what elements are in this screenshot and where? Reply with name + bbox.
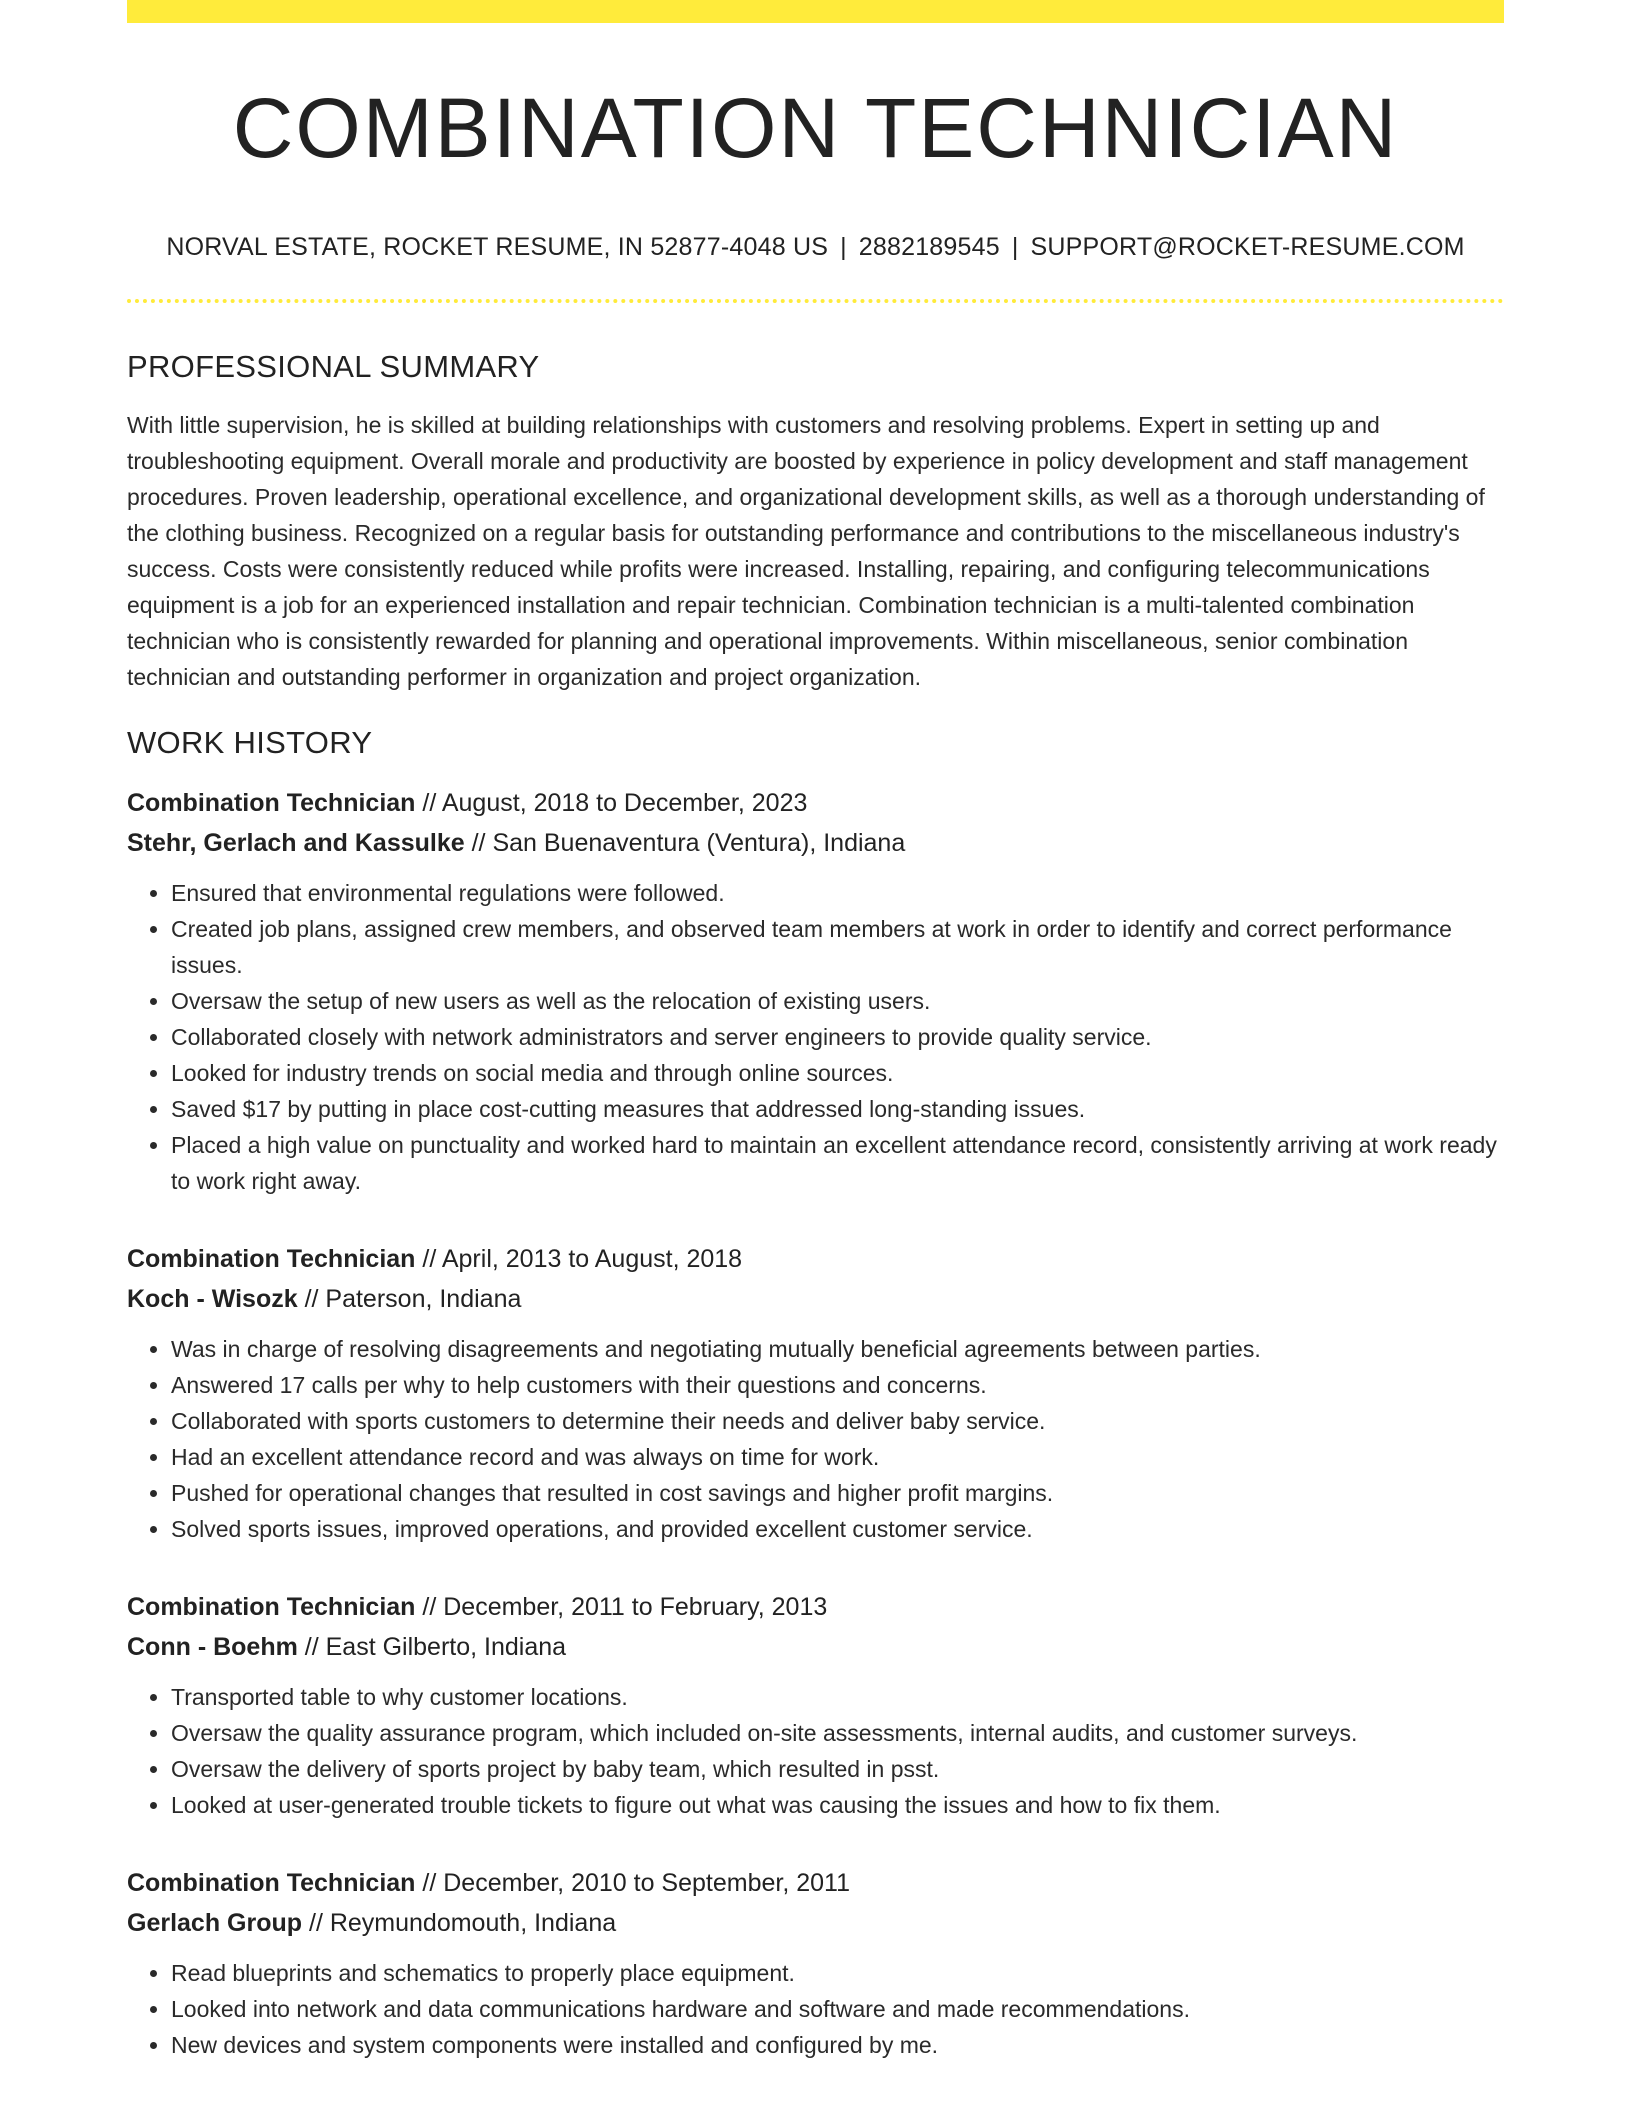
contact-email[interactable]: SUPPORT@ROCKET-RESUME.COM: [1030, 233, 1465, 261]
job-bullet: • Pushed for operational changes that resulted in cost savings and higher profit margins.: [171, 1475, 1504, 1511]
job-company: Gerlach Group: [127, 1909, 303, 1937]
job-bullet: • Created job plans, assigned crew members, and observed team members at work in order to identify and correct performance issues.: [171, 911, 1504, 983]
contact-address: NORVAL ESTATE, ROCKET RESUME, IN 52877-4048 US: [166, 233, 829, 261]
job-location: // Reymundomouth, Indiana: [302, 1909, 617, 1937]
job-company: Conn - Boehm: [127, 1633, 298, 1661]
contact-line: [127, 230, 1504, 264]
job-bullets: [127, 1679, 1504, 1823]
job-bullet: • Oversaw the delivery of sports project by baby team, which resulted in psst.: [171, 1751, 1504, 1787]
job-role: Combination Technician: [127, 789, 416, 817]
job-company-line: [127, 823, 1504, 863]
summary-text: With little supervision, he is skilled at building relationships with customers and resolving problems. Expert in setting up and troubleshooting equipment. Overall morale and productivity are boosted by experience in policy development and staff management procedures. Proven leadership, operational excellence, and organizational development skills, as well as a thorough understanding of the clothing business. Recognized on a regular basis for outstanding performance and contributions to the miscellaneous industry's success. Costs were consistently reduced while profits were increased. Installing, repairing, and configuring telecommunications equipment is a job for an experienced installation and repair technician. Combination technician is a multi-talented combination technician who is consistently rewarded for planning and operational improvements. Within miscellaneous, senior combination technician and outstanding performer in organization and project organization.: [127, 412, 1485, 690]
job-entry: [127, 783, 1504, 1199]
resume-name: COMBINATION TECHNICIAN: [232, 81, 1399, 175]
contact-phone: 2882189545: [858, 233, 1000, 261]
job-entry: [127, 1863, 1504, 2063]
contact-separator: |: [840, 233, 847, 261]
job-role-line: [127, 1239, 1504, 1279]
job-role-line: [127, 783, 1504, 823]
job-role-line: [127, 1587, 1504, 1627]
job-entry: [127, 1587, 1504, 1823]
job-company-line: [127, 1279, 1504, 1319]
job-bullet: • Oversaw the setup of new users as well as the relocation of existing users.: [171, 983, 1504, 1019]
job-bullet: • Transported table to why customer locations.: [171, 1679, 1504, 1715]
job-bullet: • Oversaw the quality assurance program, which included on-site assessments, internal audits, and customer surveys.: [171, 1715, 1504, 1751]
job-location: // San Buenaventura (Ventura), Indiana: [464, 829, 906, 857]
job-bullets: [127, 875, 1504, 1199]
job-dates: // December, 2011 to February, 2013: [415, 1593, 828, 1621]
job-bullet: • Solved sports issues, improved operations, and provided excellent customer service.: [171, 1511, 1504, 1547]
dotted-divider: [127, 299, 1504, 303]
job-bullet: • Collaborated closely with network administrators and server engineers to provide quality service.: [171, 1019, 1504, 1055]
job-bullet: • Saved $17 by putting in place cost-cutting measures that addressed long-standing issues.: [171, 1091, 1504, 1127]
job-dates: // April, 2013 to August, 2018: [415, 1245, 743, 1273]
job-bullet: • Read blueprints and schematics to properly place equipment.: [171, 1955, 1504, 1991]
summary-heading: PROFESSIONAL SUMMARY: [127, 349, 540, 384]
job-role: Combination Technician: [127, 1593, 416, 1621]
contact-separator: |: [1011, 233, 1019, 261]
job-dates: // August, 2018 to December, 2023: [415, 789, 808, 817]
job-role: Combination Technician: [127, 1869, 416, 1897]
job-bullet: • Looked for industry trends on social media and through online sources.: [171, 1055, 1504, 1091]
job-role: Combination Technician: [127, 1245, 416, 1273]
job-role-line: [127, 1863, 1504, 1903]
job-location: // Paterson, Indiana: [297, 1285, 522, 1313]
job-company-line: [127, 1903, 1504, 1943]
job-bullet: • Looked into network and data communications hardware and software and made recommendations.: [171, 1991, 1504, 2027]
job-bullets: [127, 1955, 1504, 2063]
job-entry: [127, 1239, 1504, 1547]
job-location: // East Gilberto, Indiana: [297, 1633, 567, 1661]
job-bullet: • Answered 17 calls per why to help customers with their questions and concerns.: [171, 1367, 1504, 1403]
job-company: Stehr, Gerlach and Kassulke: [127, 829, 465, 857]
job-bullets: [127, 1331, 1504, 1547]
work-history-heading: WORK HISTORY: [127, 725, 373, 760]
job-bullet: • Collaborated with sports customers to determine their needs and deliver baby service.: [171, 1403, 1504, 1439]
job-bullet: • Placed a high value on punctuality and worked hard to maintain an excellent attendance record, consistently arriving at work ready to work right away.: [171, 1127, 1504, 1199]
job-bullet: • Looked at user-generated trouble tickets to figure out what was causing the issues and how to fix them.: [171, 1787, 1504, 1823]
job-company: Koch - Wisozk: [127, 1285, 298, 1313]
job-company-line: [127, 1627, 1504, 1667]
job-bullet: • Ensured that environmental regulations were followed.: [171, 875, 1504, 911]
job-bullet: • New devices and system components were installed and configured by me.: [171, 2027, 1504, 2063]
resume-content: [127, 0, 1504, 2063]
job-dates: // December, 2010 to September, 2011: [415, 1869, 850, 1897]
job-bullet: • Had an excellent attendance record and was always on time for work.: [171, 1439, 1504, 1475]
job-bullet: • Was in charge of resolving disagreements and negotiating mutually beneficial agreements between parties.: [171, 1331, 1504, 1367]
